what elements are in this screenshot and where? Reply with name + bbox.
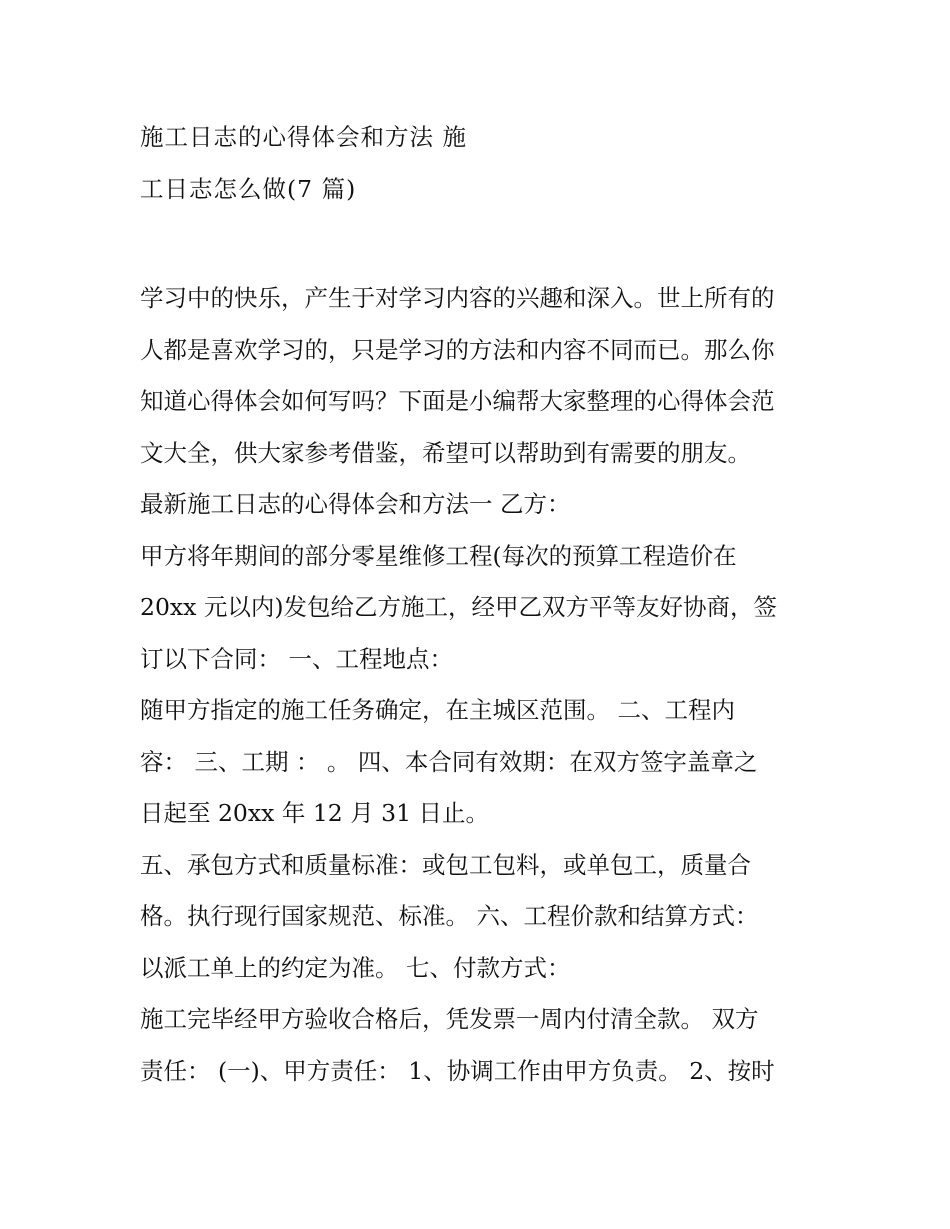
body-line: 五、承包方式和质量标准：或包工包料，或单包工，质量合 [140,850,751,879]
body-line: 以派工单上的约定为准。 七、付款方式： [140,953,571,982]
body-line: 人都是喜欢学习的，只是学习的方法和内容不同而已。那么你 [140,335,775,364]
page-title [140,112,830,215]
body-text [140,273,830,1097]
title-line-2: 工日志怎么做(7 篇) [140,174,357,203]
body-line: 文大全，供大家参考借鉴，希望可以帮助到有需要的朋友。 [140,438,751,467]
body-line: 订以下合同： 一、工程地点： [140,644,453,673]
body-line: 最新施工日志的心得体会和方法一 乙方： [140,490,571,518]
body-line: 格。执行现行国家规范、标准。 六、工程价款和结算方式： [140,902,759,930]
body-line: 知道心得体会如何写吗？下面是小编帮大家整理的心得体会范 [140,387,775,415]
body-line: 随甲方指定的施工任务确定，在主城区范围。 二、工程内 [140,696,735,724]
body-line: 甲方将年期间的部分零星维修工程(每次的预算工程造价在 [140,541,737,570]
title-line-1: 施工日志的心得体会和方法 施 [140,123,467,151]
body-line: 责任： (一)、甲方责任： 1、协调工作由甲方负责。 2、按时 [140,1056,775,1085]
body-line: 容： 三、工期 ： 。 四、本合同有效期：在双方签字盖章之 [140,747,758,776]
body-line: 日起至 20xx 年 12 月 31 日止。 [140,799,490,827]
body-line: 20xx 元以内)发包给乙方施工，经甲乙双方平等友好协商，签 [140,593,778,621]
body-line: 施工完毕经甲方验收合格后，凭发票一周内付清全款。 双方 [140,1005,759,1033]
body-line: 学习中的快乐，产生于对学习内容的兴趣和深入。世上所有的 [140,284,775,312]
